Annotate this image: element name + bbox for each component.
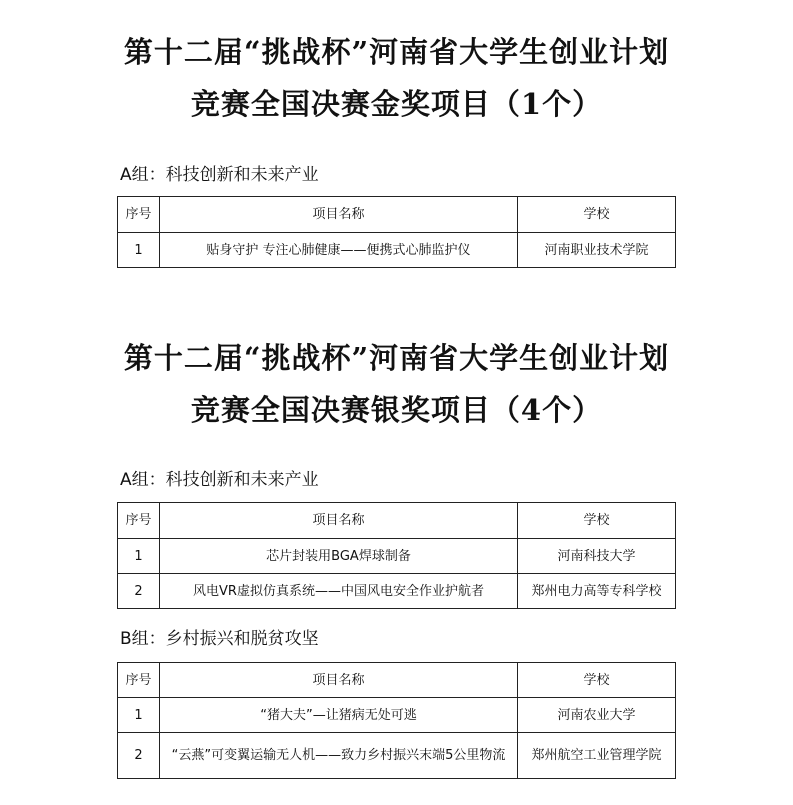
cell-school: 郑州航空工业管理学院	[518, 733, 676, 779]
cell-project-name: “猪大夫”—让猪病无处可逃	[160, 698, 518, 733]
silver-group-b-label: B组：乡村振兴和脱贫攻坚	[120, 629, 319, 649]
table-row	[118, 539, 676, 574]
cell-school: 郑州电力高等专科学校	[518, 574, 676, 609]
silver-group-a-table	[117, 502, 676, 609]
header-index: 序号	[118, 663, 160, 698]
gold-group-a-table	[117, 196, 676, 268]
gold-title-line-1: 第十二届“挑战杯”河南省大学生创业计划	[123, 35, 670, 69]
table-header-row	[118, 503, 676, 539]
header-index: 序号	[118, 197, 160, 233]
table-header-row	[118, 663, 676, 698]
silver-title-line-1: 第十二届“挑战杯”河南省大学生创业计划	[123, 341, 670, 375]
cell-index: 1	[118, 698, 160, 733]
cell-index: 1	[118, 233, 160, 268]
header-project-name: 项目名称	[160, 503, 518, 539]
header-index: 序号	[118, 503, 160, 539]
header-school: 学校	[518, 197, 676, 233]
header-school: 学校	[518, 663, 676, 698]
cell-project-name: “云燕”可变翼运输无人机——致力乡村振兴末端5公里物流	[160, 733, 518, 779]
cell-school: 河南农业大学	[518, 698, 676, 733]
cell-school: 河南职业技术学院	[518, 233, 676, 268]
table-header-row	[118, 197, 676, 233]
cell-index: 2	[118, 574, 160, 609]
gold-group-a-label: A组：科技创新和未来产业	[120, 165, 319, 185]
cell-project-name: 贴身守护 专注心肺健康——便携式心肺监护仪	[160, 233, 518, 268]
table-row	[118, 233, 676, 268]
gold-title-line-2: 竞赛全国决赛金奖项目（1个）	[190, 87, 603, 121]
header-project-name: 项目名称	[160, 197, 518, 233]
cell-project-name: 风电VR虚拟仿真系统——中国风电安全作业护航者	[160, 574, 518, 609]
silver-group-b-table	[117, 662, 676, 779]
header-project-name: 项目名称	[160, 663, 518, 698]
table-row	[118, 733, 676, 779]
silver-title-line-2: 竞赛全国决赛银奖项目（4个）	[190, 393, 603, 427]
table-row	[118, 574, 676, 609]
table-row	[118, 698, 676, 733]
cell-index: 1	[118, 539, 160, 574]
cell-school: 河南科技大学	[518, 539, 676, 574]
header-school: 学校	[518, 503, 676, 539]
cell-index: 2	[118, 733, 160, 779]
silver-group-a-label: A组：科技创新和未来产业	[120, 470, 319, 490]
cell-project-name: 芯片封装用BGA焊球制备	[160, 539, 518, 574]
